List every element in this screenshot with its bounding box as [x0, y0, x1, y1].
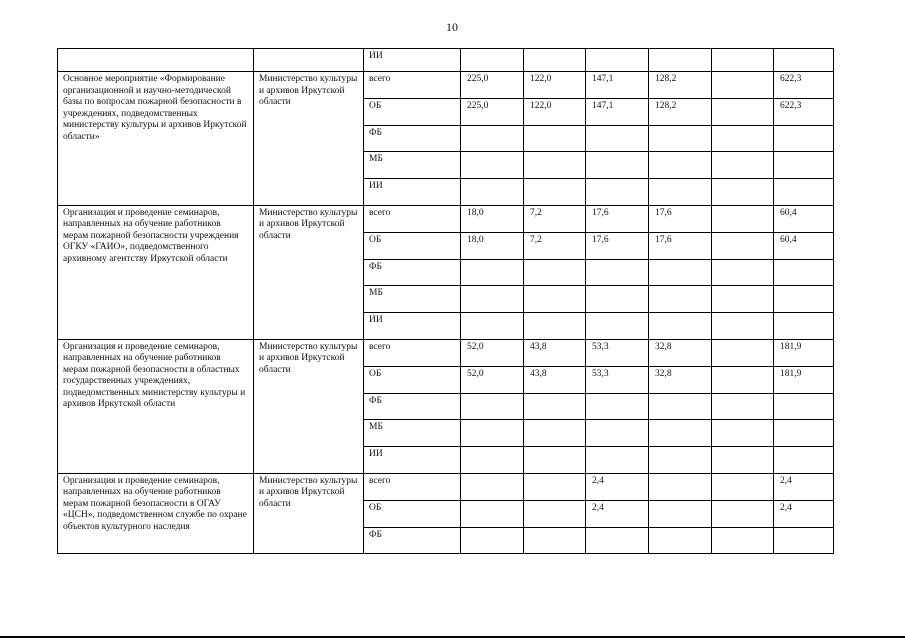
value-cell: 128,2 — [649, 72, 712, 99]
activity-cell: Организация и проведение семинаров, направленных на обучение работников мерам пожарной безопасности в ОГАУ «ЦСН», подведомственном службе по охране объектов культурного наследия — [58, 473, 254, 553]
value-cell — [586, 286, 649, 313]
value-cell: 32,8 — [649, 366, 712, 393]
value-cell: 181,9 — [774, 339, 834, 366]
value-cell: 2,4 — [586, 473, 649, 500]
value-cell — [649, 527, 712, 554]
source-cell: ОБ — [364, 500, 461, 527]
value-cell: 622,3 — [774, 98, 834, 125]
value-cell: 181,9 — [774, 366, 834, 393]
value-cell: 2,4 — [774, 500, 834, 527]
value-cell: 18,0 — [461, 205, 524, 232]
value-cell — [774, 393, 834, 420]
value-cell — [524, 393, 586, 420]
value-cell — [712, 420, 774, 447]
value-cell — [712, 125, 774, 152]
value-cell — [712, 205, 774, 232]
value-cell: 225,0 — [461, 72, 524, 99]
value-cell — [649, 500, 712, 527]
value-cell — [649, 420, 712, 447]
table-row — [58, 72, 834, 99]
value-cell — [586, 527, 649, 554]
value-cell: 147,1 — [586, 72, 649, 99]
value-cell — [649, 286, 712, 313]
value-cell — [461, 420, 524, 447]
activity-cell-empty — [58, 49, 254, 72]
value-cell — [712, 339, 774, 366]
value-cell — [712, 393, 774, 420]
value-cell: 17,6 — [586, 205, 649, 232]
value-cell — [774, 313, 834, 340]
source-cell: всего — [364, 72, 461, 99]
activity-cell: Организация и проведение семинаров, направленных на обучение работников мерам пожарной безопасности учреждения ОГКУ «ГАИО», подведомственного архивному агентству Иркутской области — [58, 205, 254, 339]
value-cell — [712, 72, 774, 99]
funding-table — [57, 48, 834, 554]
value-cell — [649, 49, 712, 72]
value-cell — [461, 393, 524, 420]
value-cell — [524, 420, 586, 447]
value-cell: 52,0 — [461, 339, 524, 366]
value-cell — [712, 286, 774, 313]
value-cell: 17,6 — [649, 232, 712, 259]
value-cell: 622,3 — [774, 72, 834, 99]
value-cell — [712, 152, 774, 179]
source-cell: МБ — [364, 286, 461, 313]
value-cell — [712, 179, 774, 206]
value-cell — [586, 313, 649, 340]
source-cell: всего — [364, 205, 461, 232]
value-cell — [712, 473, 774, 500]
value-cell — [586, 125, 649, 152]
value-cell: 2,4 — [586, 500, 649, 527]
value-cell — [649, 179, 712, 206]
executor-cell: Министерство культуры и архивов Иркутской области — [254, 72, 364, 206]
value-cell — [461, 152, 524, 179]
value-cell — [461, 49, 524, 72]
value-cell — [524, 152, 586, 179]
source-cell: ФБ — [364, 259, 461, 286]
value-cell — [461, 313, 524, 340]
value-cell — [712, 500, 774, 527]
source-cell: ИИ — [364, 49, 461, 72]
value-cell — [586, 420, 649, 447]
value-cell — [586, 393, 649, 420]
source-cell: ИИ — [364, 313, 461, 340]
table-row — [58, 473, 834, 500]
source-cell: ОБ — [364, 232, 461, 259]
value-cell — [774, 420, 834, 447]
value-cell — [649, 152, 712, 179]
value-cell — [774, 49, 834, 72]
value-cell — [774, 152, 834, 179]
value-cell — [712, 447, 774, 474]
value-cell: 7,2 — [524, 232, 586, 259]
value-cell — [461, 500, 524, 527]
value-cell — [712, 527, 774, 554]
value-cell — [712, 259, 774, 286]
value-cell — [586, 447, 649, 474]
table-row — [58, 205, 834, 232]
source-cell: МБ — [364, 152, 461, 179]
value-cell — [586, 179, 649, 206]
value-cell — [649, 125, 712, 152]
value-cell — [774, 259, 834, 286]
executor-cell-empty — [254, 49, 364, 72]
source-cell: ФБ — [364, 393, 461, 420]
value-cell: 43,8 — [524, 366, 586, 393]
value-cell — [774, 286, 834, 313]
value-cell — [774, 527, 834, 554]
table-row — [58, 339, 834, 366]
value-cell — [524, 286, 586, 313]
value-cell: 60,4 — [774, 205, 834, 232]
source-cell: ФБ — [364, 125, 461, 152]
value-cell: 128,2 — [649, 98, 712, 125]
value-cell — [524, 179, 586, 206]
value-cell: 43,8 — [524, 339, 586, 366]
value-cell: 7,2 — [524, 205, 586, 232]
value-cell — [461, 447, 524, 474]
value-cell — [712, 98, 774, 125]
executor-cell: Министерство культуры и архивов Иркутской области — [254, 339, 364, 473]
value-cell — [461, 259, 524, 286]
value-cell — [586, 49, 649, 72]
source-cell: ФБ — [364, 527, 461, 554]
value-cell — [524, 49, 586, 72]
executor-cell: Министерство культуры и архивов Иркутской области — [254, 205, 364, 339]
activity-cell: Основное мероприятие «Формирование организационной и научно-методической базы по вопросам пожарной безопасности в учреждениях, подведомственных министерству культуры и архивов Иркутской области» — [58, 72, 254, 206]
value-cell — [774, 179, 834, 206]
value-cell: 17,6 — [586, 232, 649, 259]
page-bottom-edge — [0, 636, 905, 638]
value-cell — [712, 313, 774, 340]
value-cell — [712, 49, 774, 72]
value-cell — [712, 366, 774, 393]
value-cell: 53,3 — [586, 366, 649, 393]
value-cell — [649, 473, 712, 500]
page-number: 10 — [446, 20, 458, 34]
value-cell — [586, 259, 649, 286]
value-cell — [712, 232, 774, 259]
source-cell: всего — [364, 473, 461, 500]
value-cell — [774, 125, 834, 152]
value-cell — [461, 125, 524, 152]
value-cell: 17,6 — [649, 205, 712, 232]
value-cell: 147,1 — [586, 98, 649, 125]
value-cell — [524, 473, 586, 500]
value-cell — [461, 473, 524, 500]
value-cell — [649, 393, 712, 420]
value-cell: 53,3 — [586, 339, 649, 366]
value-cell — [524, 259, 586, 286]
value-cell — [649, 259, 712, 286]
source-cell: ИИ — [364, 447, 461, 474]
value-cell — [524, 447, 586, 474]
value-cell — [461, 527, 524, 554]
value-cell: 32,8 — [649, 339, 712, 366]
value-cell: 225,0 — [461, 98, 524, 125]
value-cell: 60,4 — [774, 232, 834, 259]
value-cell — [774, 447, 834, 474]
value-cell — [524, 500, 586, 527]
value-cell: 18,0 — [461, 232, 524, 259]
activity-cell: Организация и проведение семинаров, направленных на обучение работников мерам пожарной безопасности в областных государственных учреждениях, подведомственных министерству культуры и архивов Иркутской области — [58, 339, 254, 473]
value-cell: 122,0 — [524, 72, 586, 99]
value-cell: 122,0 — [524, 98, 586, 125]
value-cell — [524, 527, 586, 554]
value-cell — [649, 313, 712, 340]
continuation-row — [58, 49, 834, 72]
value-cell — [586, 152, 649, 179]
value-cell — [524, 125, 586, 152]
value-cell — [524, 313, 586, 340]
value-cell — [461, 286, 524, 313]
source-cell: всего — [364, 339, 461, 366]
source-cell: ИИ — [364, 179, 461, 206]
value-cell: 2,4 — [774, 473, 834, 500]
source-cell: ОБ — [364, 366, 461, 393]
value-cell — [461, 179, 524, 206]
value-cell: 52,0 — [461, 366, 524, 393]
source-cell: ОБ — [364, 98, 461, 125]
source-cell: МБ — [364, 420, 461, 447]
value-cell — [649, 447, 712, 474]
table-body — [58, 49, 834, 554]
executor-cell: Министерство культуры и архивов Иркутской области — [254, 473, 364, 553]
